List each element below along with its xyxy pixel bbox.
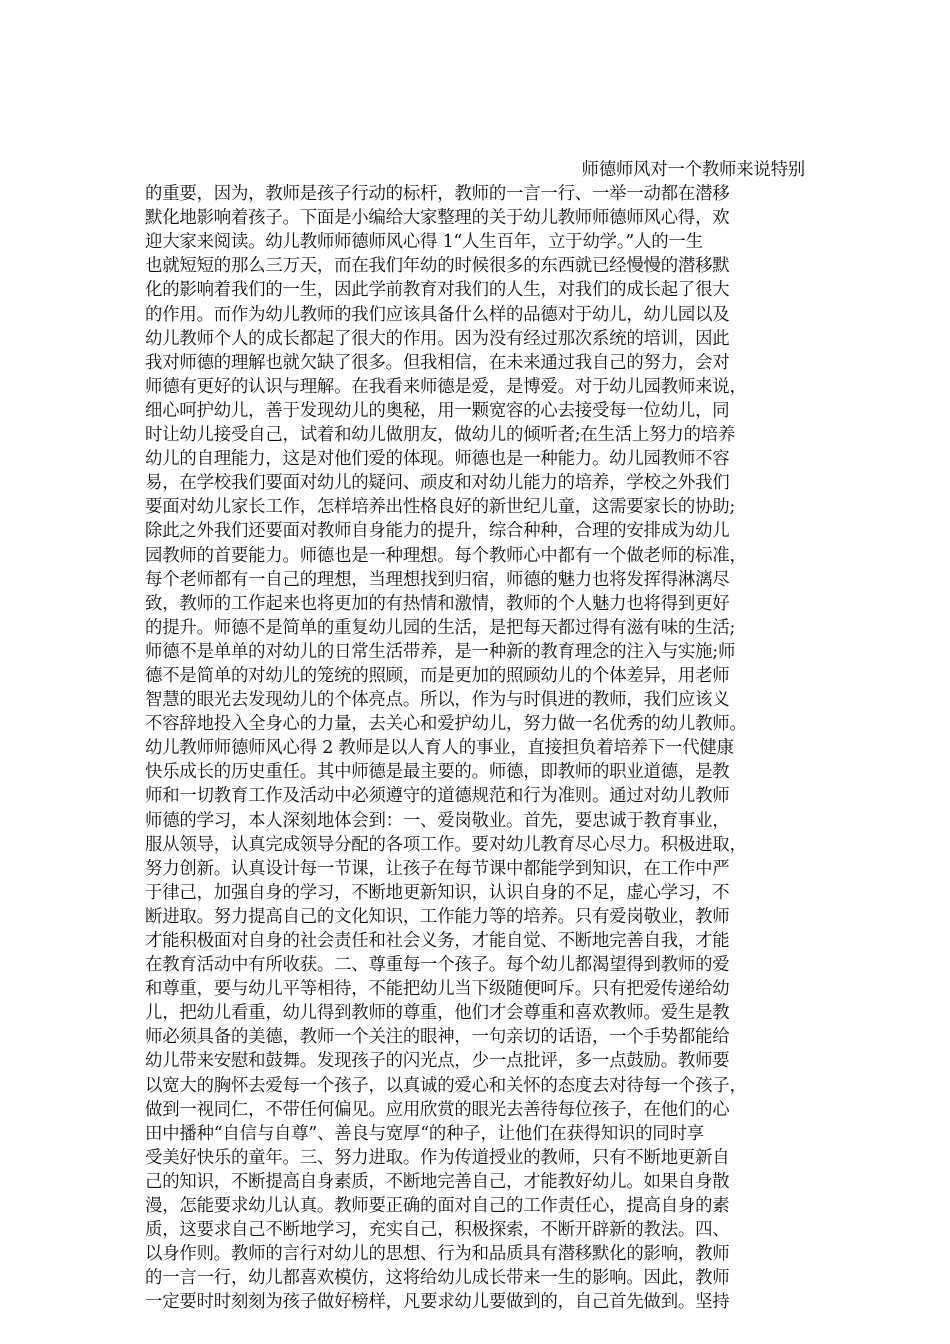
body-line: 受美好快乐的童年。三、努力进取。作为传道授业的教师，只有不断地更新自 — [145, 1147, 730, 1168]
body-line: 幼儿的自理能力，这是对他们爱的体现。师德也是一种能力。幼儿园教师不容 — [145, 449, 730, 470]
body-line: 儿，把幼儿看重，幼儿得到教师的尊重，他们才会尊重和喜欢教师。爱生是教 — [145, 1003, 730, 1024]
body-line: 师德不是单单的对幼儿的日常生活带养，是一种新的教育理念的注入与实施;师 — [145, 641, 736, 662]
body-line: 每个老师都有一自己的理想，当理想找到归宿，师德的魅力也将发挥得淋漓尽 — [145, 569, 730, 590]
body-line: 的重要，因为，教师是孩子行动的标杆，教师的一言一行、一举一动都在潜移 — [145, 184, 730, 205]
body-line: 才能积极面对自身的社会责任和社会义务，才能自觉、不断地完善自我，才能 — [145, 931, 730, 951]
body-line: 的提升。师德不是简单的重复幼儿园的生活，是把每天都过得有滋有味的生活; — [145, 617, 736, 638]
body-line: 的作用。而作为幼儿教师的我们应该具备什么样的品德对于幼儿，幼儿园以及 — [145, 304, 730, 325]
body-line: 师德有更好的认识与理解。在我看来师德是爱，是博爱。对于幼儿园教师来说， — [145, 376, 747, 397]
body-line: 的一言一行，幼儿都喜欢模仿，这将给幼儿成长带来一生的影响。因此，教师 — [145, 1268, 730, 1289]
body-line: 致，教师的工作起来也将更加的有热情和激情，教师的个人魅力也将得到更好 — [145, 593, 730, 614]
body-line: 智慧的眼光去发现幼儿的个体亮点。所以，作为与时俱进的教师，我们应该义 — [145, 690, 730, 711]
body-line: 质，这要求自己不断地学习，充实自己，积极探索，不断开辟新的教法。四、 — [145, 1220, 730, 1241]
body-line: 田中播种“自信与自尊”、善良与宽厚“的种子，让他们在获得知识的同时享 — [145, 1123, 704, 1144]
body-line: 要面对幼儿家长工作，怎样培养出性格良好的新世纪儿童，这需要家长的协助; — [145, 497, 736, 518]
body-line: 于律己，加强自身的学习，不断地更新知识，认识自身的不足，虚心学习，不 — [145, 882, 730, 903]
document-body — [145, 158, 805, 1315]
body-line: 以身作则。教师的言行对幼儿的思想、行为和品质具有潜移默化的影响，教师 — [145, 1244, 730, 1265]
body-line: 做到一视同仁，不带任何偏见。应用欣赏的眼光去善待每位孩子，在他们的心 — [145, 1099, 730, 1120]
body-line: 在教育活动中有所收获。二、尊重每一个孩子。每个幼儿都渴望得到教师的爱 — [145, 955, 730, 976]
body-line: 幼儿教师个人的成长都起了很大的作用。因为没有经过那次系统的培训，因此 — [145, 328, 730, 349]
body-line: 德不是简单的对幼儿的笼统的照顾，而是更加的照顾幼儿的个体差异，用老师 — [145, 665, 730, 686]
body-line: 迎大家来阅读。幼儿教师师德师风心得 1“人生百年，立于幼学。”人的一生 — [145, 232, 703, 253]
body-line: 以宽大的胸怀去爱每一个孩子，以真诚的爱心和关怀的态度去对待每一个孩子， — [145, 1075, 747, 1096]
body-line: 细心呵护幼儿，善于发现幼儿的奥秘，用一颗宽容的心去接受每一位幼儿，同 — [145, 400, 730, 421]
body-line: 断进取。努力提高自己的文化知识，工作能力等的培养。只有爱岗敬业，教师 — [145, 906, 730, 927]
body-line: 一定要时时刻刻为孩子做好榜样，凡要求幼儿要做到的，自己首先做到。坚持 — [145, 1292, 730, 1313]
body-line: 也就短短的那么三万天，而在我们年幼的时候很多的东西就已经慢慢的潜移默 — [145, 256, 730, 277]
body-line: 努力创新。认真设计每一节课，让孩子在每节课中都能学到知识，在工作中严 — [145, 858, 730, 879]
first-line: 师德师风对一个教师来说特别 — [581, 160, 805, 180]
body-line: 幼儿教师师德师风心得 2 教师是以人育人的事业，直接担负着培养下一代健康 — [145, 738, 734, 759]
body-line: 和尊重，要与幼儿平等相待，不能把幼儿当下级随便呵斥。只有把爱传递给幼 — [145, 979, 730, 1000]
body-line: 不容辞地投入全身心的力量，去关心和爱护幼儿，努力做一名优秀的幼儿教师。 — [145, 714, 747, 735]
body-line: 除此之外我们还要面对教师自身能力的提升，综合种种，合理的安排成为幼儿 — [145, 521, 730, 542]
body-line: 幼儿带来安慰和鼓舞。发现孩子的闪光点，少一点批评，多一点鼓励。教师要 — [145, 1051, 730, 1072]
body-line: 己的知识，不断提高自身素质，不断地完善自己，才能教好幼儿。如果自身散 — [145, 1171, 730, 1192]
body-line: 我对师德的理解也就欠缺了很多。但我相信，在未来通过我自己的努力，会对 — [145, 352, 730, 373]
body-line: 化的影响着我们的一生，因此学前教育对我们的人生，对我们的成长起了很大 — [145, 280, 730, 301]
body-line: 师和一切教育工作及活动中必须遵守的道德规范和行为准则。通过对幼儿教师 — [145, 786, 730, 807]
body-line: 默化地影响着孩子。下面是小编给大家整理的关于幼儿教师师德师风心得，欢 — [145, 208, 730, 229]
body-line: 师必须具备的美德，教师一个关注的眼神，一句亲切的话语，一个手势都能给 — [145, 1027, 730, 1048]
body-line: 快乐成长的历史重任。其中师德是最主要的。师德，即教师的职业道德，是教 — [145, 762, 730, 783]
body-line: 园教师的首要能力。师德也是一种理想。每个教师心中都有一个做老师的标准， — [145, 545, 747, 566]
body-line: 易，在学校我们要面对幼儿的疑问、顽皮和对幼儿能力的培养，学校之外我们 — [145, 473, 730, 494]
body-line: 服从领导，认真完成领导分配的各项工作。要对幼儿教育尽心尽力。积极进取， — [145, 834, 747, 855]
body-line: 时让幼儿接受自己，试着和幼儿做朋友，做幼儿的倾听者;在生活上努力的培养 — [145, 425, 736, 446]
body-line: 师德的学习，本人深刻地体会到：一、爱岗敬业。首先，要忠诚于教育事业， — [145, 810, 730, 831]
body-line: 漫，怎能要求幼儿认真。教师要正确的面对自己的工作责任心，提高自身的素 — [145, 1196, 730, 1217]
